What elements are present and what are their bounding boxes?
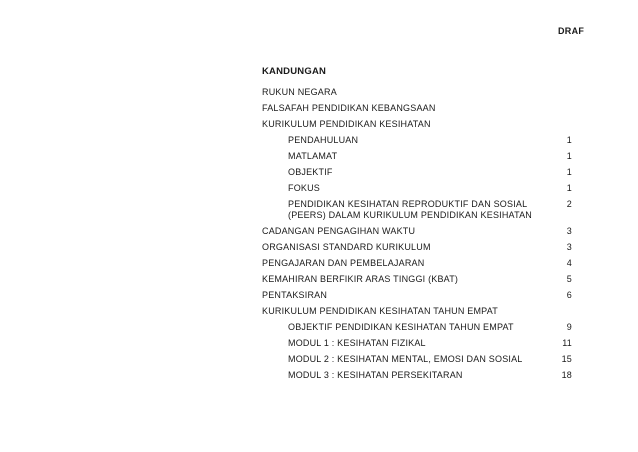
toc-entry-title: CADANGAN PENGAGIHAN WAKTU: [262, 226, 416, 236]
toc-entry: [262, 354, 580, 370]
toc-entry: [262, 103, 580, 119]
toc-entry-page: 4: [566, 258, 572, 268]
toc-entry-page: 3: [566, 242, 572, 252]
toc-entry-page: 18: [561, 370, 572, 380]
toc-entry-title: MATLAMAT: [288, 151, 338, 161]
toc-entry-title: FOKUS: [288, 183, 321, 193]
toc-entry-title: FALSAFAH PENDIDIKAN KEBANGSAAN: [262, 103, 436, 113]
toc-entry: [262, 119, 580, 135]
toc-entry: [262, 274, 580, 290]
toc-entry-page: 1: [566, 183, 572, 193]
toc-entry: [262, 151, 580, 167]
toc-entry-page: 15: [561, 354, 572, 364]
toc-entry-title: OBJEKTIF PENDIDIKAN KESIHATAN TAHUN EMPAT: [288, 322, 514, 332]
toc-entry: [262, 306, 580, 322]
toc-entry-title: KEMAHIRAN BERFIKIR ARAS TINGGI (KBAT): [262, 274, 459, 284]
toc-entry-page: 1: [566, 167, 572, 177]
toc-entry: [262, 322, 580, 338]
toc-entry: [262, 87, 580, 103]
toc-entry-page: 6: [566, 290, 572, 300]
toc-entry-title: PENGAJARAN DAN PEMBELAJARAN: [262, 258, 425, 268]
toc-entry-title: KURIKULUM PENDIDIKAN KESIHATAN TAHUN EMPAT: [262, 306, 498, 316]
toc-entry: [262, 183, 580, 199]
toc-entry-title: PENDIDIKAN KESIHATAN REPRODUKTIF DAN SOSIAL (PEERS) DALAM KURIKULUM PENDIDIKAN KESIHATAN: [288, 199, 533, 220]
toc-entry-page: 1: [566, 135, 572, 145]
toc-entry: [262, 226, 580, 242]
toc-entry: [262, 258, 580, 274]
toc-entry-title: MODUL 1 : KESIHATAN FIZIKAL: [288, 338, 426, 348]
toc-entry-title: PENDAHULUAN: [288, 135, 359, 145]
toc-entry-title: ORGANISASI STANDARD KURIKULUM: [262, 242, 431, 252]
toc-entry: [262, 167, 580, 183]
toc-entry-page: 1: [566, 151, 572, 161]
toc-entry-page: 5: [566, 274, 572, 284]
toc-entry: [262, 135, 580, 151]
toc-entry-page: 2: [566, 199, 572, 209]
toc-entry-title: OBJEKTIF: [288, 167, 333, 177]
toc-entry-page: 9: [566, 322, 572, 332]
toc-entry-page: 3: [566, 226, 572, 236]
toc-entry-title: MODUL 3 : KESIHATAN PERSEKITARAN: [288, 370, 463, 380]
toc-entry: [262, 199, 580, 226]
toc-entry: [262, 370, 580, 386]
toc-heading: KANDUNGAN: [262, 66, 327, 77]
toc-entry-title: PENTAKSIRAN: [262, 290, 328, 300]
toc-entry-page: 11: [562, 338, 572, 348]
toc-entry-title: MODUL 2 : KESIHATAN MENTAL, EMOSI DAN SOSIAL: [288, 354, 523, 364]
toc-entry: [262, 242, 580, 258]
toc-entry: [262, 290, 580, 306]
toc-entry-title: KURIKULUM PENDIDIKAN KESIHATAN: [262, 119, 431, 129]
toc-entry: [262, 338, 580, 354]
table-of-contents: [262, 87, 580, 386]
toc-entry-title: RUKUN NEGARA: [262, 87, 337, 97]
draft-label: DRAF: [558, 26, 585, 36]
